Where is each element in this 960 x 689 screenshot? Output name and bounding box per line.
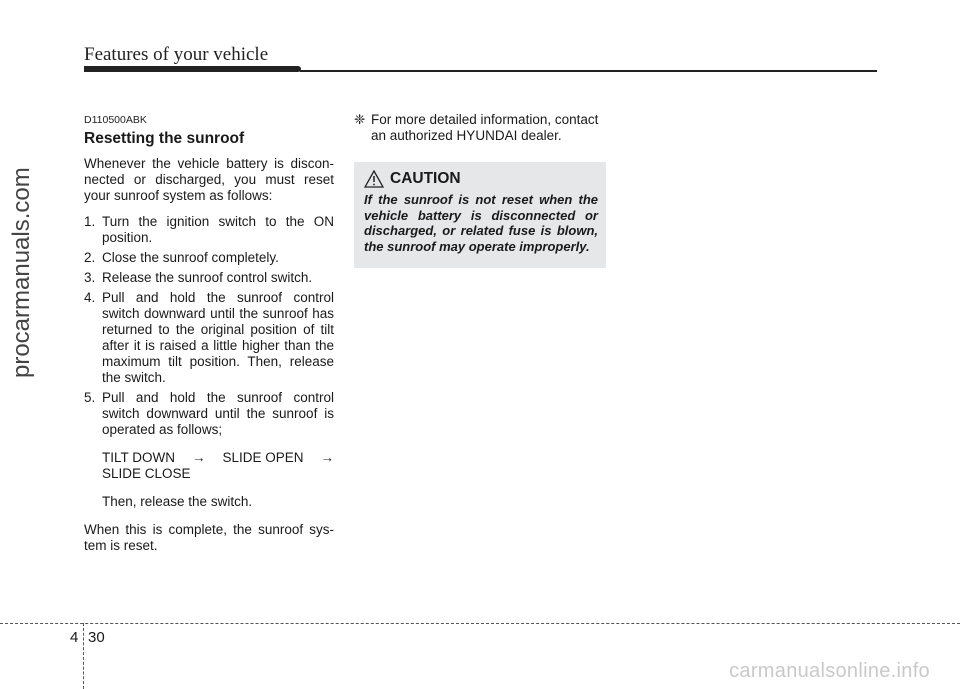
footer-divider [83,623,84,689]
step-list [84,214,334,438]
footer-rule [0,623,960,624]
arrow-right-icon: → [191,450,206,465]
sequence-step-slide-open: SLIDE OPEN [222,450,304,465]
right-column [354,112,606,268]
outro-paragraph: When this is complete, the sunroof sys-tem is reset. [84,522,334,553]
arrow-right-icon: → [320,450,334,465]
note-text: For more detailed information, contact an authorized HYUNDAI dealer. [371,112,599,143]
operation-sequence [102,450,334,482]
left-column [84,112,334,564]
dealer-note [354,112,606,144]
page-header-title: Features of your vehicle [84,44,269,65]
caution-box [354,162,606,268]
page-number: 30 [88,629,105,646]
sequence-step-tilt-down: TILT DOWN [102,450,175,465]
chapter-number: 4 [70,629,79,646]
list-item: 1. Turn the ignition switch to the ON position. [84,214,334,245]
section-code: D110500ABK [84,114,147,126]
header-rule [300,70,877,72]
list-item: 4. Pull and hold the sunroof control switch downward until the sunroof has returned to the original position of tilt after it is raised a little higher than the maximum tilt position. Then, release the switch. [84,290,334,385]
header-bar [84,66,301,72]
caution-text: If the sunroof is not reset when the vehicle battery is disconnected or discharged, or related fuse is blown, the sunroof may operate improperly. [364,192,598,254]
note-symbol-icon: ❈ [354,112,366,127]
release-instruction: Then, release the switch. [102,494,253,509]
side-watermark: procarmanuals.com [8,167,35,378]
sequence-step-slide-close: SLIDE CLOSE [102,466,191,481]
list-item: 2. Close the sunroof completely. [84,250,279,265]
intro-paragraph: Whenever the vehicle battery is discon-nected or discharged, you must reset your sunroof system as follows: [84,156,334,203]
list-item: 5. Pull and hold the sunroof control switch downward until the sunroof is operated as follows; [84,390,334,437]
warning-triangle-icon [364,170,384,188]
section-title: Resetting the sunroof [84,130,245,147]
caution-title: CAUTION [390,170,461,187]
list-item: 3. Release the sunroof control switch. [84,270,313,285]
bottom-watermark: carmanualsonline.info [729,660,930,682]
